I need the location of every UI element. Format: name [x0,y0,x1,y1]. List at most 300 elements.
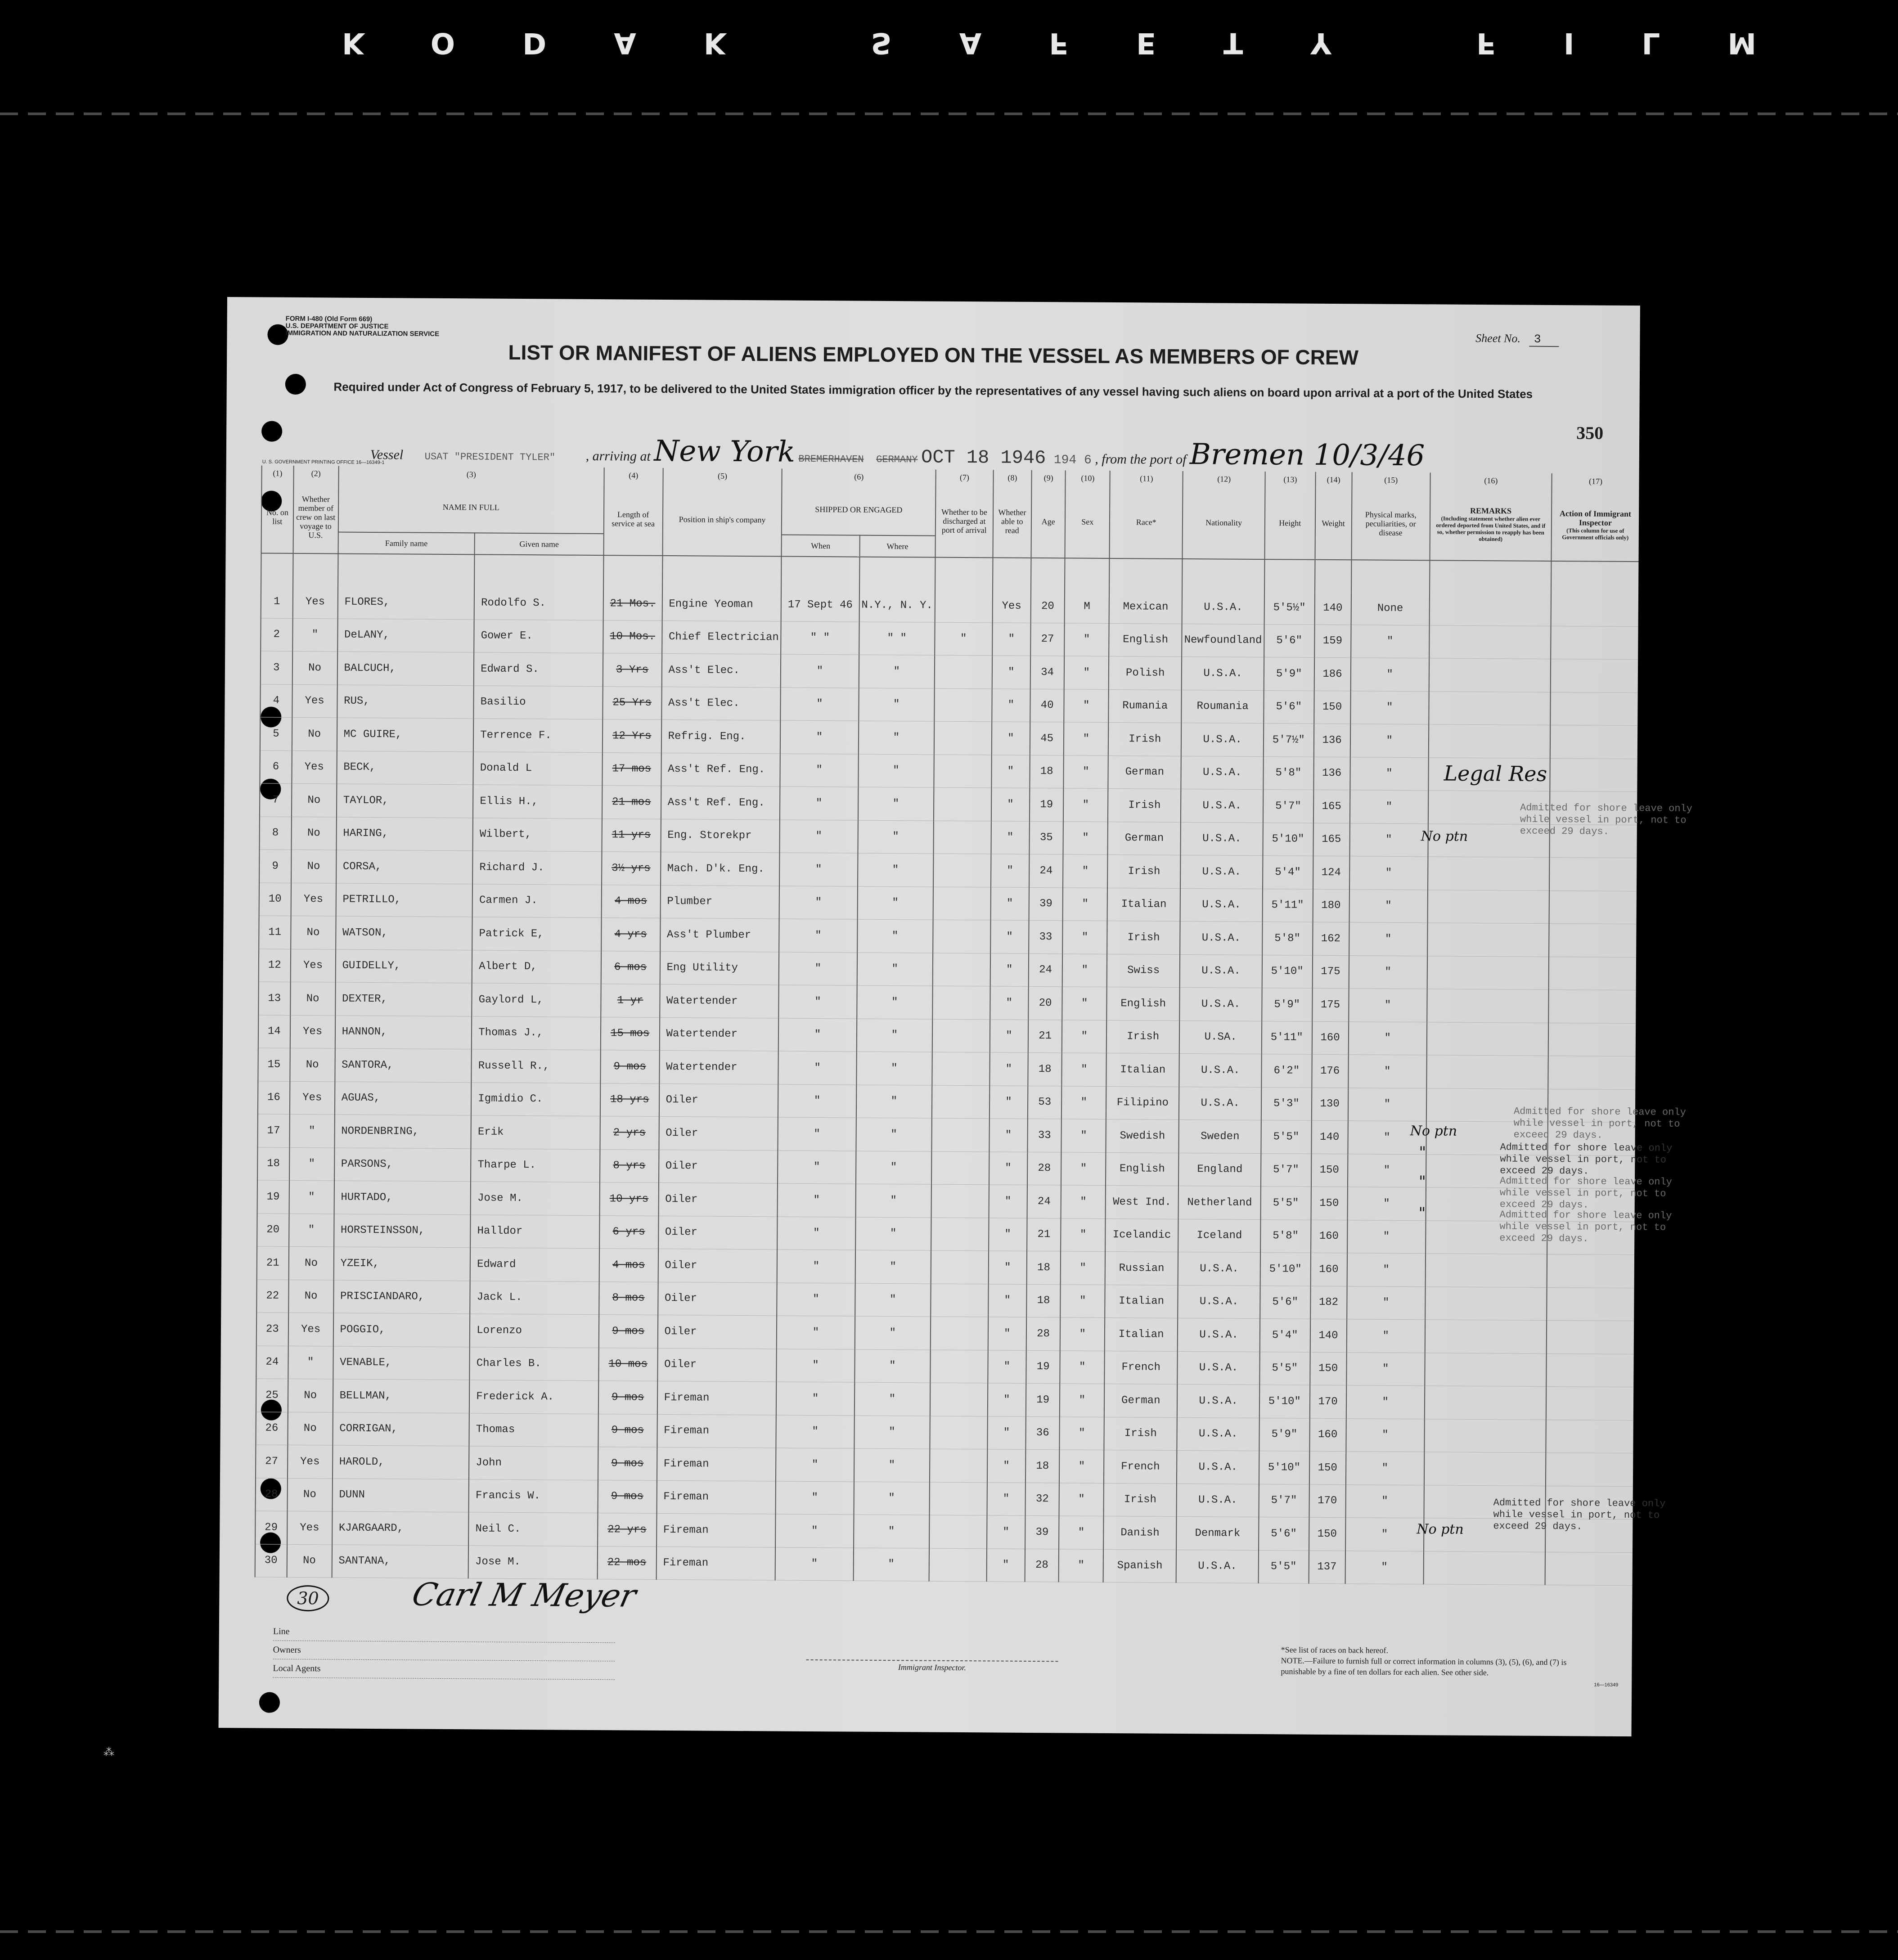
position: Oiler [658,1249,777,1282]
header-able-to-read: Whether able to read [993,485,1031,558]
discharged [932,1019,990,1052]
column-number: (15) [1352,472,1430,488]
sex: " [1062,1020,1106,1053]
able-to-read: " [990,887,1029,920]
punch-hole [259,1692,280,1713]
length-of-service: 8 yrs [600,1149,659,1182]
remarks-cell [1429,691,1550,725]
row-number: 21 [257,1246,289,1280]
physical-marks: " [1349,856,1428,890]
weight: 136 [1313,757,1350,790]
row-number: 6 [260,750,292,783]
column-number: (6) [782,469,936,485]
member-last-voyage: Yes [290,1081,335,1115]
remarks-cell [1424,1452,1546,1486]
discharged [931,1284,988,1317]
position: Mach. D'k. Eng. [661,852,780,886]
header-position: Position in ship's company [662,483,782,557]
remarks-title: REMARKS [1470,506,1512,516]
member-last-voyage: Yes [291,883,336,916]
sex: " [1060,1384,1104,1417]
remark-shore-leave: Admitted for shore leave only while vessel in port, not to exceed 29 days. [1493,1497,1666,1533]
discharged [929,1548,987,1582]
physical-marks: " [1347,1253,1426,1287]
member-last-voyage: No [288,1246,333,1280]
height: 5'6" [1264,690,1314,724]
shipped-when: " [777,1316,855,1349]
date-stamp: OCT 18 1946 [921,446,1046,469]
remark-shore-leave: Admitted for shore leave only while vessel in port, not to exceed 29 days. [1499,1209,1672,1245]
age: 18 [1026,1284,1061,1317]
age: 39 [1025,1515,1059,1549]
able-to-read: " [987,1449,1026,1483]
row-number: 22 [256,1279,288,1313]
member-last-voyage: Yes [292,585,337,619]
given-name: Albert D, [472,950,601,984]
height: 5'7" [1261,1153,1311,1187]
row-number: 25 [256,1379,288,1412]
race: West Ind. [1106,1185,1178,1218]
family-name: SANTORA, [335,1048,472,1082]
action-cell [1550,692,1638,726]
shipped-where: " [856,1118,932,1151]
physical-marks: " [1348,1021,1427,1055]
able-to-read: " [990,953,1029,986]
member-last-voyage: " [289,1114,334,1147]
sex: " [1064,722,1108,755]
length-of-service: 4 mos [599,1249,658,1282]
family-name: BELLMAN, [333,1379,469,1413]
shipped-where: " [854,1382,930,1416]
member-last-voyage: No [291,817,336,850]
length-of-service: 8 mos [599,1281,658,1315]
age: 35 [1029,821,1063,854]
shipped-when: " [778,1117,856,1151]
nationality: U.S.A. [1181,756,1264,790]
physical-marks: " [1346,1418,1425,1452]
age: 33 [1029,920,1063,953]
country-typed: GERMANY [876,454,918,466]
sex: " [1064,656,1109,689]
nationality: U.S.A. [1178,1285,1260,1319]
able-to-read: Yes [992,589,1031,623]
age: 28 [1025,1549,1059,1582]
action-cell [1548,989,1636,1023]
shipped-when: " [776,1382,855,1416]
action-cell [1551,659,1638,692]
shipped-when: " [778,1217,856,1250]
height: 5'5" [1259,1550,1309,1583]
physical-marks: " [1349,823,1428,857]
physical-marks: " [1350,691,1429,724]
discharged [930,1482,987,1515]
race: German [1108,755,1181,789]
age: 39 [1029,887,1063,921]
given-name: Edward S. [474,652,603,686]
member-last-voyage: Yes [290,949,335,982]
physical-marks: " [1348,1154,1426,1187]
sex: " [1062,987,1107,1020]
nationality: U.S.A. [1180,888,1263,922]
film-perforation-bottom [0,1930,1898,1933]
shipped-when: " [777,1250,855,1283]
length-of-service: 3 Yrs [603,653,661,687]
position: Fireman [656,1546,775,1580]
weight: 186 [1314,657,1350,691]
remark-shore-leave: Admitted for shore leave only while vessel in port, not to exceed 29 days. [1499,1175,1672,1211]
member-last-voyage: Yes [287,1511,332,1544]
discharged [934,721,992,755]
sex: " [1059,1483,1104,1516]
column-number: (1) [262,465,294,481]
shipped-when: " [777,1349,855,1383]
remarks-cell [1427,890,1549,923]
able-to-read: " [986,1548,1025,1582]
document-title: LIST OR MANIFEST OF ALIENS EMPLOYED ON THE VESSEL AS MEMBERS OF CREW [508,340,1359,369]
able-to-read: " [988,1350,1026,1383]
master-signature: Carl M Meyer [409,1576,640,1614]
header-given-name: Given name [475,533,604,555]
row-number: 9 [259,850,291,883]
row-number: 4 [260,684,292,717]
nationality: U.S.A. [1180,921,1262,955]
height: 5'6" [1260,1286,1310,1319]
race: Russian [1105,1251,1178,1285]
header-length-of-service: Length of service at sea [603,483,663,556]
action-cell [1548,1056,1636,1089]
discharged [930,1449,987,1482]
remark-ditto: " [1419,1143,1426,1162]
nationality: Sweden [1179,1119,1261,1153]
nationality: U.S.A. [1177,1483,1259,1517]
sex: " [1061,1185,1106,1218]
height: 5'7" [1263,790,1313,823]
row-number: 14 [258,1015,290,1048]
height: 5'8" [1263,756,1313,790]
able-to-read: " [987,1482,1025,1515]
family-name: DUNN [332,1478,469,1512]
discharged [934,688,992,722]
length-of-service: 3½ yrs [602,852,661,885]
position: Watertender [659,1017,778,1051]
given-name: Edward [470,1248,599,1281]
age: 36 [1025,1416,1060,1450]
weight: 140 [1310,1319,1346,1352]
nationality: U.S.A. [1180,954,1262,988]
race: Swedish [1106,1119,1179,1152]
header-member-last-voyage: Whether member of crew on last voyage to U.S. [293,481,338,554]
action-cell [1549,857,1637,891]
row-number: 19 [257,1180,289,1214]
discharged [933,854,991,887]
header-no-on-list: No. on list [261,481,294,553]
weight: 150 [1310,1352,1346,1385]
physical-marks: " [1349,922,1428,956]
able-to-read: " [989,1119,1028,1152]
family-name: KJARGAARD, [332,1511,469,1545]
member-last-voyage: No [291,850,336,883]
nationality: U.S.A. [1177,1417,1259,1451]
height: 5'5" [1259,1352,1310,1385]
physical-marks: " [1351,625,1430,658]
column-number: (10) [1066,470,1110,486]
action-cell [1546,1452,1633,1486]
given-name: Rodolfo S. [474,586,603,620]
action-subtitle: (This column for use of Government officials only) [1562,527,1629,541]
nationality: U.S.A. [1178,1351,1260,1385]
nationality: Netherland [1178,1186,1261,1219]
able-to-read: " [990,986,1029,1020]
height: 5'11" [1262,1021,1312,1054]
height: 5'9" [1259,1418,1309,1451]
discharged [931,1317,988,1350]
remarks-cell [1425,1386,1546,1420]
action-cell [1549,890,1637,924]
remark-no-permission: No ptn [1421,828,1468,845]
weight: 176 [1312,1054,1348,1088]
height: 5'5" [1261,1187,1311,1220]
nationality: Newfoundland [1182,624,1264,657]
race: German [1108,822,1181,855]
remarks-cell [1430,592,1551,626]
shipped-where: N.Y., N. Y. [859,589,935,622]
physical-marks: " [1347,1286,1426,1320]
given-name: Russell R., [472,1049,601,1083]
given-name: Patrick E, [472,917,601,951]
physical-marks: " [1350,658,1429,692]
weight: 150 [1309,1517,1345,1551]
shipped-when: " [778,1051,857,1085]
form-id-line: IMMIGRATION AND NATURALIZATION SERVICE [285,329,440,338]
age: 18 [1025,1449,1060,1483]
family-name: YZEIK, [333,1247,470,1281]
row-number: 5 [260,717,292,751]
given-name: John [469,1446,598,1480]
position: Ass't Plumber [660,918,779,952]
sheet-label: Sheet No. [1475,331,1520,345]
nationality: U.S.A. [1180,855,1263,889]
shipped-when: " [780,787,858,820]
header-sex: Sex [1065,486,1110,558]
height: 5'10" [1260,1253,1311,1286]
member-last-voyage: Yes [288,1313,333,1346]
nationality: U.S.A. [1177,1450,1259,1484]
remarks-cell [1427,989,1548,1023]
row-number: 1 [261,585,293,618]
age: 32 [1025,1483,1059,1516]
family-name: PARSONS, [334,1147,471,1181]
height: 5'10" [1262,955,1313,988]
given-name: Donald L [473,751,603,785]
discharged [932,1085,989,1119]
member-last-voyage: No [287,1478,332,1511]
able-to-read: " [987,1515,1025,1549]
height: 5'4" [1260,1319,1310,1352]
sex: " [1064,623,1109,656]
form-id-line: U.S. DEPARTMENT OF JUSTICE [285,322,389,331]
weight: 175 [1312,988,1349,1021]
able-to-read: " [988,1383,1026,1416]
race: Polish [1109,656,1182,689]
action-cell [1547,1320,1634,1354]
given-name: Charles B. [470,1347,599,1380]
member-last-voyage: No [287,1544,332,1578]
family-name: POGGIO, [333,1313,470,1347]
given-name: Tharpe L. [471,1148,600,1182]
position: Oiler [658,1216,778,1250]
position: Fireman [657,1381,776,1415]
length-of-service: 10 yrs [599,1182,658,1216]
age: 19 [1026,1383,1060,1416]
shipped-where: " [854,1416,930,1449]
remarks-cell [1429,724,1550,758]
row-number: 12 [259,949,291,982]
race: English [1106,987,1179,1020]
position: Fireman [657,1513,776,1547]
shipped-where: " [858,853,934,887]
column-number: (9) [1031,470,1066,486]
age: 21 [1027,1218,1061,1251]
race: Irish [1107,921,1180,954]
year-value: 194 6 [1053,453,1092,468]
race: Mexican [1109,590,1182,624]
action-cell [1548,1023,1636,1056]
sex: " [1061,1218,1105,1251]
member-last-voyage: No [288,1280,333,1313]
length-of-service: 22 mos [597,1546,656,1579]
column-number: (3) [338,466,604,483]
immigrant-inspector-line: Immigrant Inspector. [806,1659,1058,1673]
height: 5'7½" [1264,724,1314,757]
shipped-when: " [779,952,857,986]
race: Irish [1108,788,1181,822]
sex: " [1059,1450,1104,1483]
able-to-read: " [990,920,1029,953]
age: 18 [1027,1251,1061,1284]
shipped-when: " [780,820,858,854]
age: 19 [1026,1350,1060,1384]
discharged [933,920,990,953]
physical-marks: " [1346,1452,1425,1485]
member-last-voyage: No [288,1379,333,1412]
height: 6'2" [1261,1054,1312,1088]
weight: 160 [1310,1253,1347,1286]
shipped-when: " [778,1151,856,1184]
header-action [1551,489,1639,562]
able-to-read: " [991,854,1030,887]
position: Watertender [660,984,779,1018]
owners-label: Owners [273,1641,615,1662]
discharged [932,986,990,1019]
family-name: AGUAS, [335,1081,472,1115]
race: Italian [1107,888,1180,921]
position: Oiler [659,1116,778,1150]
member-last-voyage: " [288,1346,333,1379]
position: Eng Utility [660,951,779,985]
remarks-cell [1429,625,1551,659]
header-name-in-full: NAME IN FULL [338,481,604,534]
header-race: Race* [1110,486,1183,559]
race: Swiss [1107,954,1180,987]
race: Irish [1108,722,1181,755]
position: Refrig. Eng. [661,719,780,753]
race: Italian [1105,1317,1178,1351]
race: Irish [1106,1020,1179,1053]
given-name: Terrence F. [473,719,603,752]
member-last-voyage: Yes [292,751,337,784]
shipped-where: " [858,754,934,788]
column-number: (2) [293,466,338,481]
remarks-cell [1429,658,1551,692]
shipped-when: " [775,1514,854,1548]
height: 5'5" [1261,1120,1311,1154]
header-weight: Weight [1315,487,1352,560]
row-number: 17 [257,1114,289,1147]
weight: 162 [1313,922,1349,955]
row-number: 13 [258,982,290,1015]
race: English [1106,1152,1178,1186]
given-name: Carmen J. [472,884,602,917]
length-of-service: 9 mos [598,1315,657,1348]
vessel-name: USAT "PRESIDENT TYLER" [424,451,556,463]
position: Ass't Elec. [661,653,781,687]
member-last-voyage: No [291,916,336,949]
member-last-voyage: " [289,1214,334,1247]
races-note: *See list of races on back hereof. [1281,1645,1389,1655]
given-name: Richard J. [472,851,602,885]
age: 34 [1030,656,1065,689]
position: Ass't Ref. Eng. [661,786,780,819]
able-to-read: " [992,688,1030,722]
header-when: When [782,535,859,557]
family-name: PETRILLO, [336,883,472,917]
shipped-when: " [779,886,858,920]
member-last-voyage: Yes [290,1015,335,1048]
discharged [930,1416,987,1449]
family-name: BECK, [337,751,473,785]
remarks-cell [1424,1419,1546,1452]
nationality: U.S.A. [1181,723,1264,756]
family-name: CORRIGAN, [333,1412,469,1446]
physical-marks: " [1345,1484,1424,1518]
height: 5'6" [1259,1517,1309,1551]
length-of-service: 21 mos [602,786,661,819]
remark-legal-res: Legal Res [1444,761,1547,786]
position: Engine Yeoman [662,588,781,621]
length-of-service: 6 yrs [599,1215,658,1249]
family-name: RUS, [337,685,474,719]
height: 5'4" [1263,856,1313,889]
column-number: (14) [1315,472,1352,487]
family-name: CORSA, [336,850,473,884]
header-physical-marks: Physical marks, peculiarities, or disease [1351,487,1430,560]
family-name: NORDENBRING, [334,1115,471,1148]
height: 5'8" [1260,1219,1311,1253]
weight: 170 [1309,1385,1346,1418]
given-name: Jack L. [470,1281,599,1314]
weight: 165 [1313,823,1349,856]
remarks-subtitle: (Including statement whether alien ever ordered deported from United States, and if so, whether permission to reapply has been obtained) [1436,515,1546,543]
action-cell [1547,1254,1635,1288]
age: 24 [1027,1185,1061,1218]
able-to-read: " [992,656,1030,689]
shipped-where: " [859,688,935,722]
form-id-line: FORM I-480 (Old Form 669) [285,315,373,323]
family-name: BALCUCH, [337,652,474,685]
position: Oiler [657,1348,777,1382]
shipped-where: " [855,1217,931,1251]
nationality: U.S.A. [1176,1550,1259,1583]
